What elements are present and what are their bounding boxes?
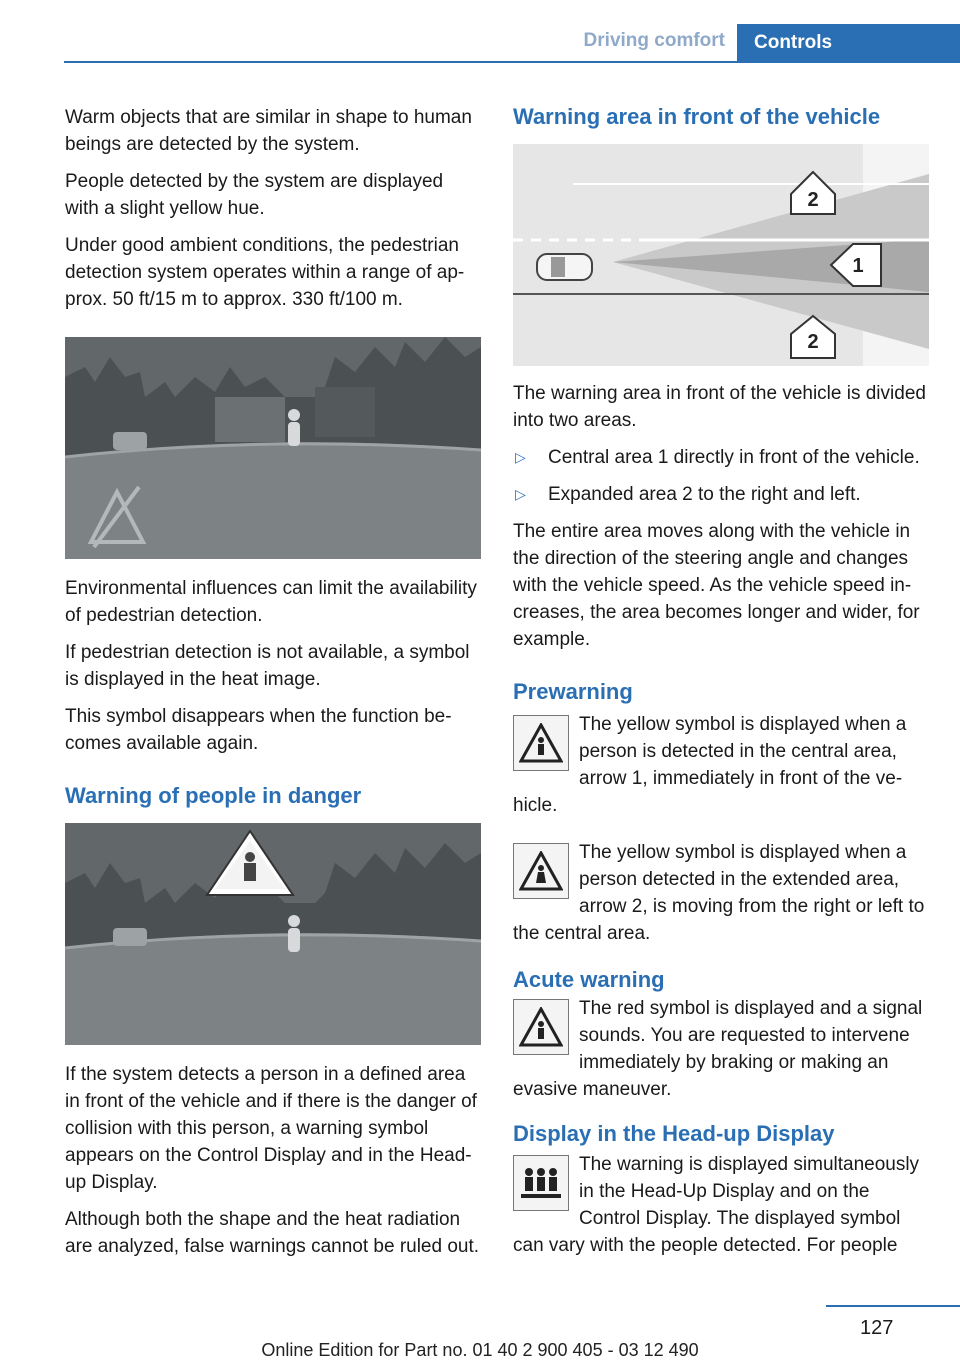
diagram-label-1: 1 [852, 255, 864, 277]
paragraph: The entire area moves along with the vehicle in the direction of the steering angle and changes with the vehicle speed. As the vehicle speed increases, the area becomes longer and wider, for example. [513, 521, 920, 650]
heading-acute-warning: Acute warning [513, 967, 665, 992]
paragraph: If the system detects a person in a defined area in front of the vehicle and if there is the danger of collision with this person, a warning symbol appears on the Control Display and in the Head-up Display. [65, 1064, 477, 1193]
header-rule [64, 61, 960, 63]
bullet-triangle-icon: ▷ [515, 486, 526, 502]
right-column [513, 104, 931, 1269]
paragraph: The warning is displayed simultaneously in the Head-Up Display and on the Control Display. The displayed symbol can vary with the people detected. For people [513, 1154, 920, 1256]
pedestrian-warning-icon [513, 715, 569, 771]
hud-display [513, 1151, 931, 1259]
heading-prewarning: Prewarning [513, 679, 633, 704]
paragraph: Under good ambient conditions, the pedestrian detection system operates within a range of approx. 50 ft/15 m to approx. 330 ft/100 m. [65, 235, 465, 310]
diagram-label-2-top: 2 [807, 189, 819, 211]
header-section-title: Driving comfort [583, 30, 725, 51]
prewarning-central [513, 711, 931, 819]
pedestrian-warning-icon [513, 999, 569, 1055]
pedestrian-warning-icon [513, 843, 569, 899]
warning-area-diagram [513, 144, 929, 366]
paragraph: If pedestrian detection is not available, a symbol is displayed in the heat image. [65, 642, 470, 690]
page-number: 127 [860, 1317, 894, 1339]
night-vision-image-warning [65, 823, 481, 1045]
paragraph: The red symbol is displayed and a signal sounds. You are requested to intervene immediately by braking or making an evasive maneuver. [513, 998, 923, 1100]
bullet-item [513, 444, 931, 471]
paragraph: The warning area in front of the vehicle is divided into two areas. [513, 383, 926, 431]
people-group-icon [513, 1155, 569, 1211]
heading-warning-people: Warning of people in danger [65, 783, 362, 808]
bullet-item [513, 481, 931, 508]
paragraph: People detected by the system are displayed with a slight yellow hue. [65, 171, 444, 219]
night-vision-image-unavailable [65, 337, 481, 559]
bullet-text: Central area 1 directly in front of the vehicle. [548, 447, 920, 468]
paragraph: Environmental influences can limit the availability of pedestrian detection. [65, 578, 477, 626]
bullet-triangle-icon: ▷ [515, 449, 526, 465]
paragraph: This symbol disappears when the function becomes available again. [65, 706, 452, 754]
paragraph: Warm objects that are similar in shape to human beings are detected by the system. [65, 107, 472, 155]
acute-warning [513, 995, 931, 1103]
header-tab-controls: Controls [737, 24, 960, 63]
diagram-label-2-bottom: 2 [807, 331, 819, 353]
prewarning-extended [513, 839, 931, 947]
bullet-text: Expanded area 2 to the right and left. [548, 484, 861, 505]
footer-edition-text: Online Edition for Part no. 01 40 2 900 405 - 03 12 490 [261, 1340, 699, 1360]
paragraph: The yellow symbol is displayed when a person detected in the extended area, arrow 2, is moving from the right or left to the central area. [513, 842, 925, 944]
heading-warning-area: Warning area in front of the vehicle [513, 104, 881, 129]
paragraph: Although both the shape and the heat radiation are analyzed, false warnings cannot be ruled out. [65, 1209, 480, 1257]
paragraph: The yellow symbol is displayed when a person is detected in the central area, arrow 1, immediately in front of the vehicle. [513, 714, 907, 816]
footer-rule [826, 1305, 960, 1307]
left-column [65, 104, 481, 1270]
heading-hud: Display in the Head-up Display [513, 1121, 835, 1146]
